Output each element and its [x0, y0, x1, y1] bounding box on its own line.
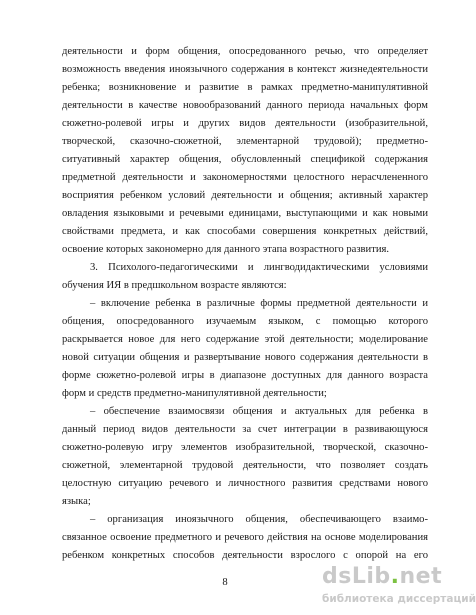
text-line: деятельности и форм общения, опосредованного речью, что определяет [62, 46, 428, 57]
page-number: 8 [222, 577, 228, 588]
text-line: целостную ситуацию речевого и личностного развития средствами нового [62, 478, 428, 489]
text-line: ребенком конкретных способов деятельности взрослого с опорой на его [62, 550, 428, 561]
text-line: восприятия ребенком условий деятельности и общения; активный характер [62, 190, 428, 201]
text-line: предметной деятельности и закономерностями целостного нерасчлененного [62, 172, 428, 183]
watermark-logo: dsLib.net [322, 564, 443, 589]
text-line: форме сюжетно-ролевой игры в диапазоне доступных для данного возраста [62, 370, 428, 381]
text-line: сюжетной, элементарной трудовой деятельности, что позволяет создать [62, 460, 428, 471]
text-line: раскрывается новое для него содержание этой деятельности; моделирование [62, 334, 428, 345]
watermark-subtitle: библиотека диссертаций [322, 593, 476, 605]
text-line: данный период видов деятельности за счет интеграции в развивающуюся [62, 424, 428, 435]
text-line: ситуативный характер общения, обусловленный спецификой содержания [62, 154, 428, 165]
text-line: деятельности в качестве новообразований данного периода начальных форм [62, 100, 428, 111]
text-line: языка; [62, 496, 91, 507]
text-line: творческой, сказочно-сюжетной, элементарной трудовой); предметно- [62, 136, 428, 147]
text-line: сюжетно-ролевую игру элементов изобразительной, творческой, сказочно- [62, 442, 428, 453]
text-line: овладения языковыми и речевыми единицами, выступающими и как новыми [62, 208, 428, 219]
text-line: сюжетно-ролевой игры и других видов деятельности (изобразительной, [62, 118, 428, 129]
text-line: связанное освоение предметного и речевого действия на основе моделирования [62, 532, 428, 543]
text-line: обучения ИЯ в предшкольном возрасте являются: [62, 280, 287, 291]
text-line: 3. Психолого-педагогическими и лингводидактическими условиями [90, 262, 428, 273]
text-line: – организация иноязычного общения, обеспечивающего взаимо- [90, 514, 428, 525]
text-line: ребенка; возникновение и развитие в рамках предметно-манипулятивной [62, 82, 428, 93]
text-line: – включение ребенка в различные формы предметной деятельности и [90, 298, 428, 309]
text-line: форм и средств предметно-манипулятивной деятельности; [62, 388, 327, 399]
text-line: освоение которых закономерно для данного этапа возрастного развития. [62, 244, 390, 255]
text-line: – обеспечение взаимосвязи общения и актуальных для ребенка в [90, 406, 428, 417]
text-line: возможность введения иноязычного содержания в контекст жизнедеятельности [62, 64, 428, 75]
text-line: новой ситуации общения и развертывание нового содержания деятельности в [62, 352, 428, 363]
text-line: свойствами предмета, и как способами совершения конкретных действий, [62, 226, 428, 237]
text-line: общения, опосредованного изучаемым языком, с помощью которого [62, 316, 428, 327]
